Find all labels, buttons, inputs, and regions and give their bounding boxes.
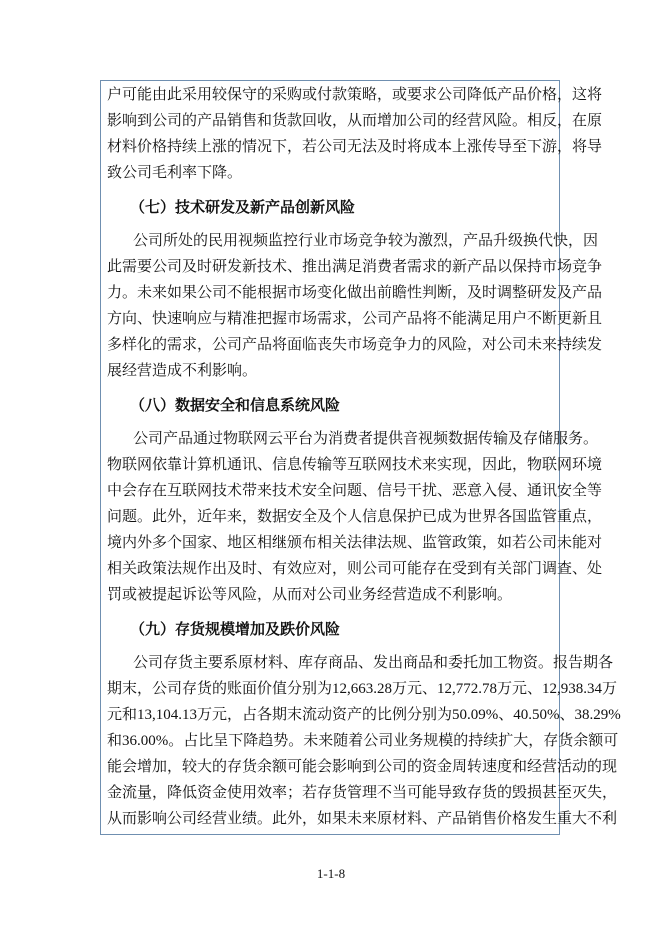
paragraph-line: 力。未来如果公司不能根据市场变化做出前瞻性判断，及时调整研发及产品 [107, 285, 603, 301]
paragraph-line: 期末，公司存货的账面价值分别为12,663.28万元、12,772.78万元、12,938.34万 [107, 681, 618, 697]
paragraph-line: 公司存货主要系原材料、库存商品、发出商品和委托加工物资。报告期各 [133, 655, 614, 671]
paragraph-line: 公司产品通过物联网云平台为消费者提供音视频数据传输及存储服务。 [133, 431, 599, 447]
section-heading: （九）存货规模增加及跌价风险 [130, 620, 341, 638]
paragraph-line: 物联网依靠计算机通讯、信息传输等互联网技术来实现，因此，物联网环境 [107, 457, 603, 473]
paragraph-line: 元和13,104.13万元，占各期末流动资产的比例分别为50.09%、40.50%、38.29% [107, 707, 621, 723]
paragraph-line: 展经营造成不利影响。 [107, 363, 258, 379]
paragraph-line: 金流量，降低资金使用效率；若存货管理不当可能导致存货的毁损甚至灭失， [107, 785, 618, 801]
paragraph-line: 影响到公司的产品销售和货款回收，从而增加公司的经营风险。相反，在原 [107, 113, 603, 129]
paragraph-line: 多样化的需求，公司产品将面临丧失市场竞争力的风险，对公司未来持续发 [107, 337, 603, 353]
paragraph-line: 从而影响公司经营业绩。此外，如果未来原材料、产品销售价格发生重大不利 [107, 811, 618, 827]
paragraph-line: 相关政策法规作出及时、有效应对，则公司可能存在受到有关部门调查、处 [107, 561, 603, 577]
paragraph-line: 和36.00%。占比呈下降趋势。未来随着公司业务规模的持续扩大，存货余额可 [107, 733, 619, 749]
page-number: 1-1-8 [316, 866, 346, 881]
paragraph-line: 问题。此外，近年来，数据安全及个人信息保护已成为世界各国监管重点， [107, 509, 603, 525]
paragraph-line: 公司所处的民用视频监控行业市场竞争较为激烈，产品升级换代快，因 [133, 233, 599, 249]
section-heading: （八）数据安全和信息系统风险 [130, 396, 341, 414]
paragraph-line: 中会存在互联网技术带来技术安全问题、信号干扰、恶意入侵、通讯安全等 [107, 483, 603, 499]
paragraph-line: 方向、快速响应与精准把握市场需求，公司产品将不能满足用户不断更新且 [107, 311, 603, 327]
section-heading: （七）技术研发及新产品创新风险 [130, 198, 356, 216]
paragraph-line: 此需要公司及时研发新技术、推出满足消费者需求的新产品以保持市场竞争 [107, 259, 603, 275]
paragraph-line: 致公司毛利率下降。 [107, 165, 243, 181]
paragraph-line: 户可能由此采用较保守的采购或付款策略，或要求公司降低产品价格，这将 [107, 87, 603, 103]
paragraph-line: 罚或被提起诉讼等风险，从而对公司业务经营造成不利影响。 [107, 587, 513, 603]
paragraph-line: 材料价格持续上涨的情况下，若公司无法及时将成本上涨传导至下游，将导 [107, 139, 603, 155]
paragraph-line: 境内外多个国家、地区相继颁布相关法律法规、监管政策，如若公司未能对 [107, 535, 603, 551]
paragraph-line: 能会增加，较大的存货余额可能会影响到公司的资金周转速度和经营活动的现 [107, 759, 618, 775]
